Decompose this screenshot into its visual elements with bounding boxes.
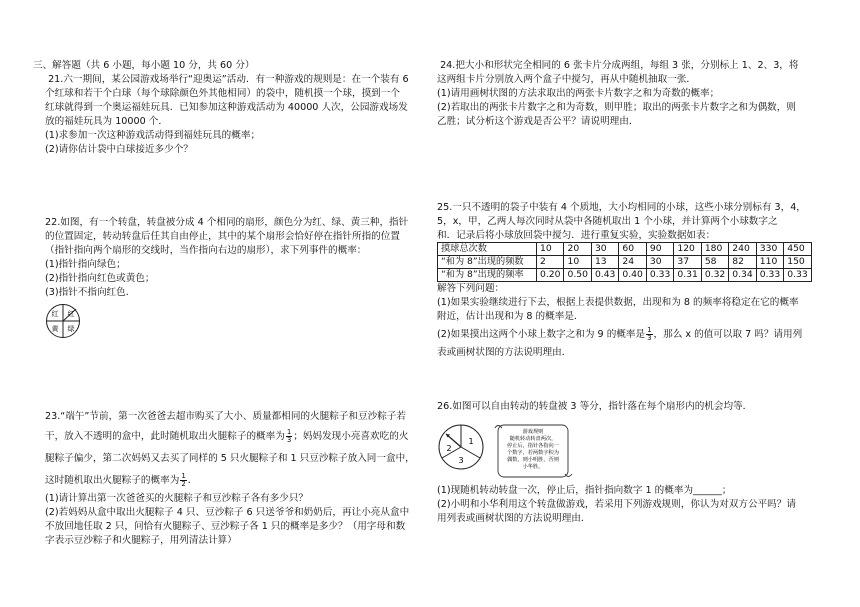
q25-line: 和．记录后将小球放回袋中搅匀．进行重复实验，实验数据如表： — [437, 230, 716, 241]
q23-line: (2)若妈妈从盒中取出火腿粽子 4 只、豆沙粽子 6 只送爷爷和奶奶后，再让小亮从盒中 — [45, 507, 410, 518]
scroll-text: 游戏规则 — [522, 429, 544, 435]
q21-line: 红球就得到一个奥运福娃玩具．已知参加这种游戏活动为 40000 人次，公园游戏场发 — [45, 102, 408, 113]
table-cell: 37 — [674, 256, 701, 269]
fraction — [646, 327, 652, 342]
table-cell: 58 — [701, 256, 728, 269]
table-cell: 0.32 — [701, 269, 728, 282]
table-cell: 10 — [537, 243, 564, 256]
spinner-sector-label: 黄 — [51, 325, 59, 333]
table-cell: 150 — [784, 256, 811, 269]
q26-line: (2)小明和小华利用这个转盘做游戏，若采用下列游戏规则，你认为对双方公平吗？请 — [437, 499, 796, 510]
table-cell: 0.43 — [591, 269, 618, 282]
fraction-numerator: 1 — [181, 471, 186, 480]
q25-line: 5，x，甲，乙两人每次同时从袋中各随机取出 1 个小球，并计算两个小球数字之 — [437, 216, 778, 227]
table-row — [438, 256, 812, 269]
table-cell: 13 — [591, 256, 618, 269]
fraction-denominator: 3 — [286, 435, 292, 444]
table-cell: 30 — [591, 243, 618, 256]
fraction — [286, 429, 292, 444]
table-row — [438, 269, 812, 282]
q25-line: 解答下列问题： — [437, 283, 505, 294]
q24-line: (1)请用画树状图的方法求取出的两张卡片数字之和为奇数的概率； — [437, 88, 720, 99]
table-cell: 0.31 — [674, 269, 701, 282]
q22-line: (3)指针不指向红色． — [45, 287, 136, 298]
q21-line: 放的福娃玩具为 10000 个． — [45, 116, 168, 127]
table-cell: 0.33 — [756, 269, 783, 282]
q26-line: 用列表或画树状图的方法说明理由． — [437, 513, 591, 524]
q25-text: ，那么 x 的值可以取 7 吗？请用列 — [653, 329, 803, 340]
question-25-continued — [437, 282, 817, 360]
table-cell: 90 — [646, 243, 673, 256]
q21-line: 个红球和若干个白球（每个球除颜色外其他相同）的袋中，随机摸一个球，摸到一个 — [45, 88, 400, 99]
scroll-text: 停止后，指针各指向一 — [507, 443, 559, 449]
fraction-numerator: 1 — [286, 427, 292, 436]
q25-line: 附近，估计出现和为 8 的概率是． — [437, 311, 584, 322]
spinner-number: 1 — [468, 437, 474, 446]
q26-line: (1)现随机转动转盘一次，停止后，指针指向数字 1 的概率为______； — [437, 485, 732, 496]
table-cell: 24 — [619, 256, 646, 269]
q23-text: 干，放入不透明的盒中，此时随机取出火腿粽子的概率为 — [45, 431, 285, 442]
table-cell: 120 — [674, 243, 701, 256]
table-cell: 0.50 — [564, 269, 591, 282]
question-26-parts — [437, 484, 817, 526]
q26-title: 26.如图可以自由转动的转盘被 3 等分，指针落在每个扇形内的机会均等． — [437, 401, 753, 412]
question-25 — [437, 201, 817, 243]
question-26 — [437, 400, 817, 414]
q24-line: 这两组卡片分别放入两个盒子中搅匀，再从中随机抽取一张． — [437, 74, 697, 85]
question-22 — [45, 216, 425, 300]
q23-line: 字表示豆沙粽子和火腿粽子，用列清法计算） — [45, 535, 237, 546]
question-23 — [45, 408, 425, 548]
table-cell: 0.34 — [729, 269, 756, 282]
q23-text: ；妈妈发现小亮喜欢吃的火 — [293, 431, 409, 442]
table-cell: 450 — [784, 243, 811, 256]
q23-line: (1)请计算出第一次爸爸买的火腿粽子和豆沙粽子各有多少只？ — [45, 493, 309, 504]
q23-line — [45, 470, 425, 492]
q23-text: ． — [187, 475, 198, 486]
scroll-text: 个数字，若两数字积为 — [507, 450, 559, 456]
scroll-text: 小华胜。 — [522, 464, 544, 470]
table-cell: 0.33 — [784, 269, 811, 282]
table-cell: 0.40 — [619, 269, 646, 282]
spinner-number: 2 — [446, 444, 452, 453]
q24-line: 乙胜；试分析这个游戏是否公平？请说明理由． — [437, 116, 639, 127]
table-cell: 30 — [646, 256, 673, 269]
q22-line: (1)指针指向绿色； — [45, 259, 126, 270]
section-title: 三、解答题（共 6 小题，每小题 10 分，共 60 分） — [33, 60, 255, 71]
experiment-table — [437, 242, 812, 282]
table-cell: 110 — [756, 256, 783, 269]
q23-line: 23.“端午”节前，第一次爸爸去超市购买了大小、质量都相同的火腿粽子和豆沙粽子若 — [45, 411, 406, 422]
fraction — [180, 473, 186, 488]
q25-line — [437, 324, 817, 346]
q23-line — [45, 426, 425, 448]
q21-line: 21.六一期间，某公园游戏场举行“迎奥运”活动．有一种游戏的规则是：在一个装有 6 — [45, 74, 409, 85]
color-spinner-figure — [45, 303, 81, 339]
table-cell: 60 — [619, 243, 646, 256]
table-cell: 摸球总次数 — [438, 243, 537, 256]
table-cell: 240 — [729, 243, 756, 256]
table-cell: “和为 8”出现的频率 — [438, 269, 537, 282]
q21-line: (2)请你估计袋中白球接近多少个？ — [45, 144, 193, 155]
spinner-sector-label: 绿 — [67, 325, 75, 333]
q22-line: (2)指针指向红色或黄色； — [45, 273, 155, 284]
table-row — [438, 243, 812, 256]
table-cell: 82 — [729, 256, 756, 269]
q22-line: 的位置固定，转动转盘后任其自由停止，其中的某个扇形会恰好停在指针所指的位置 — [45, 231, 400, 242]
q21-line: (1)求参加一次这种游戏活动得到福娃玩具的概率； — [45, 130, 261, 141]
scroll-text: 偶数，则小明胜，否则 — [507, 457, 559, 463]
q25-line: 25.一只不透明的袋子中装有 4 个质地，大小均相同的小球，这些小球分别标有 3，4， — [437, 202, 806, 213]
q23-text: 这时随机取出火腿粽子的概率为 — [45, 475, 180, 486]
q24-line: (2)若取出的两张卡片数字之和为奇数，则甲胜；取出的两张卡片数字之和为偶数，则 — [437, 102, 796, 113]
table-cell: 2 — [537, 256, 564, 269]
spinner-sector-label: 红 — [67, 310, 75, 318]
fraction-denominator: 2 — [181, 479, 186, 488]
q25-line: 表或画树状图的方法说明理由． — [437, 347, 572, 358]
table-cell: 10 — [564, 256, 591, 269]
question-24 — [437, 59, 817, 129]
table-cell: 180 — [701, 243, 728, 256]
q23-line: 腿粽子偏少，第二次妈妈又去买了同样的 5 只火腿粽子和 1 只豆沙粽子放入同一盒中， — [45, 453, 415, 464]
fraction-numerator: 1 — [647, 325, 652, 334]
fraction-denominator: 3 — [647, 333, 652, 342]
scroll-text: 随机转动转盘两次， — [509, 436, 557, 442]
q25-line: (1)如果实验继续进行下去，根据上表提供数据，出现和为 8 的频率将稳定在它的概率 — [437, 297, 799, 308]
q24-line: 24.把大小和形状完全相同的 6 张卡片分成两组，每组 3 张，分别标上 1、2、3，将 — [437, 60, 799, 71]
table-cell: 0.33 — [646, 269, 673, 282]
table-cell: 330 — [756, 243, 783, 256]
table-cell: 20 — [564, 243, 591, 256]
question-21 — [45, 73, 425, 157]
table-cell: 0.20 — [537, 269, 564, 282]
q22-line: （指针指向两个扇形的交线时，当作指向右边的扇形），求下列事件的概率： — [45, 245, 367, 256]
number-spinner-figure — [437, 420, 577, 480]
spinner-number: 3 — [458, 456, 464, 465]
q25-text: (2)如果摸出这两个小球上数字之和为 9 的概率是 — [437, 329, 646, 340]
q23-line: 不放回地任取 2 只，问恰有火腿粽子、豆沙粽子各 1 只的概率是多少？（用字母和数 — [45, 521, 406, 532]
q22-line: 22.如图，有一个转盘，转盘被分成 4 个相同的扇形，颜色分为红、绿、黄三种，指针 — [45, 217, 409, 228]
table-cell: “和为 8”出现的频数 — [438, 256, 537, 269]
spinner-sector-label: 红 — [51, 310, 59, 318]
